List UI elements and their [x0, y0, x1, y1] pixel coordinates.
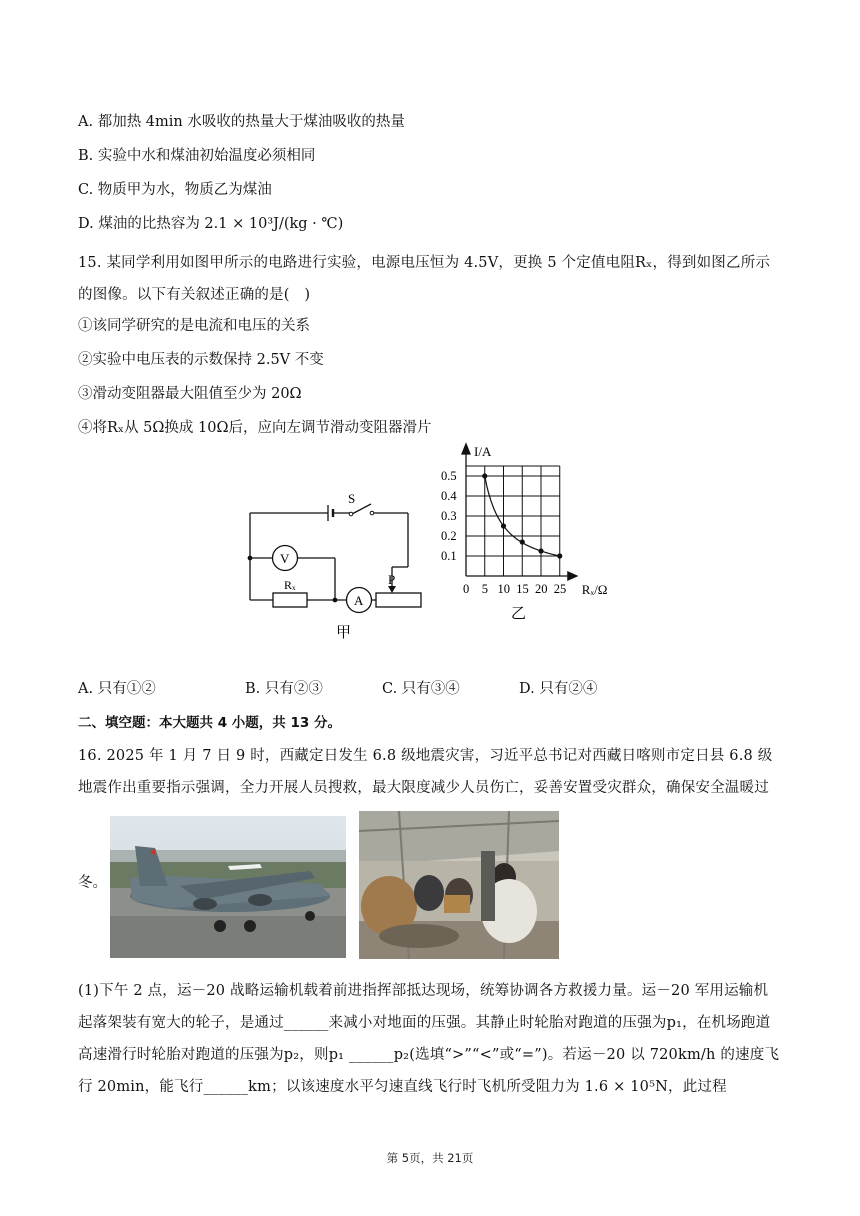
y-axis-label: I/A — [474, 444, 492, 459]
page-footer: 第 5页，共 21页 — [386, 1151, 474, 1165]
y-tick-label: 0.3 — [441, 509, 457, 523]
data-point — [520, 539, 525, 544]
x-tick-label: 0 — [463, 582, 470, 596]
resistor-rx — [273, 593, 307, 607]
q14-option-b: B. 实验中水和煤油初始温度必须相同 — [78, 148, 316, 164]
q15-option-b: B. 只有②③ — [245, 681, 323, 697]
q15-option-d: D. 只有②④ — [519, 681, 598, 697]
voltmeter-label: V — [280, 551, 290, 566]
x-axis-label: Rₓ/Ω — [581, 582, 608, 597]
q15-option-a: A. 只有①② — [78, 681, 156, 697]
x-axis-arrow-icon — [568, 572, 577, 580]
x-tick-label: 15 — [516, 582, 529, 596]
data-point — [501, 523, 506, 528]
q16-stem-tail: 冬。 — [78, 875, 107, 891]
q16-part1: (1)下午 2 点，运－20 战略运输机载着前进指挥部抵达现场，统筹协调各方救援力量。运－20 军用运输机起落架装有宽大的轮子，是通过______来减小对地面的压强。其静止时轮胎对跑道的压强为p₁，在机场跑道高速滑行时轮胎对跑道的压强为p₂，则p₁ ______p₂(选填“>”“<”或“=”)。若运－20 以 720km/h 的速度飞行 20min，能飞行______km；以该速度水平匀速直线飞行时飞机所受阻力为 1.6 × 10⁵N，此过程 — [78, 983, 780, 1095]
data-point — [482, 473, 487, 478]
resistor-label: Rₓ — [284, 578, 296, 592]
ammeter-label: A — [354, 593, 364, 608]
graph-caption: 乙 — [511, 606, 527, 622]
q14-option-d: D. 煤油的比热容为 2.1 × 10³J/(kg · ℃) — [78, 216, 344, 232]
q15-option-c: C. 只有③④ — [382, 681, 460, 697]
y-tick-label: 0.5 — [441, 469, 457, 483]
q15-statement-3: ③滑动变阻器最大阻值至少为 20Ω — [78, 386, 302, 402]
y-tick-label: 0.4 — [441, 489, 457, 503]
x-tick-label: 5 — [481, 582, 488, 596]
circuit-diagram — [240, 485, 440, 645]
data-point — [538, 548, 543, 553]
aircraft-photo — [110, 816, 346, 958]
rheostat — [376, 593, 421, 607]
y-axis-arrow-icon — [462, 444, 470, 454]
q15-statement-2: ②实验中电压表的示数保持 2.5V 不变 — [78, 352, 324, 368]
x-tick-label: 20 — [535, 582, 548, 596]
q16-stem: 16. 2025 年 1 月 7 日 9 时，西藏定日发生 6.8 级地震灾害，习近平总书记对西藏日喀则市定日县 6.8 级地震作出重要指示强调，全力开展人员搜救，最大限度减少人员伤亡，妥善安置受灾群众，确保安全温暖过 — [78, 748, 773, 796]
data-point — [557, 553, 562, 558]
y-tick-label: 0.2 — [441, 529, 457, 543]
x-tick-label: 10 — [497, 582, 510, 596]
section-title: 二、填空题：本大题共 4 小题，共 13 分。 — [78, 715, 341, 731]
tent-photo — [359, 811, 559, 959]
x-tick-label: 25 — [553, 582, 567, 596]
q14-option-a: A. 都加热 4min 水吸收的热量大于煤油吸收的热量 — [78, 114, 405, 130]
q15-statement-1: ①该同学研究的是电流和电压的关系 — [78, 318, 310, 334]
q15-statement-4: ④将Rₓ从 5Ω换成 10Ω后，应向左调节滑动变阻器滑片 — [78, 420, 432, 436]
q14-option-c: C. 物质甲为水，物质乙为煤油 — [78, 182, 272, 198]
circuit-caption: 甲 — [336, 625, 352, 641]
switch-label: S — [348, 491, 356, 506]
current-resistance-graph — [430, 440, 630, 650]
slider-arrow-icon — [388, 586, 396, 593]
slider-label: P — [388, 572, 396, 587]
q15-stem: 15. 某同学利用如图甲所示的电路进行实验，电源电压恒为 4.5V，更换 5 个定值电阻Rₓ，得到如图乙所示的图像。以下有关叙述正确的是( ) — [78, 255, 771, 303]
y-tick-label: 0.1 — [441, 549, 457, 563]
